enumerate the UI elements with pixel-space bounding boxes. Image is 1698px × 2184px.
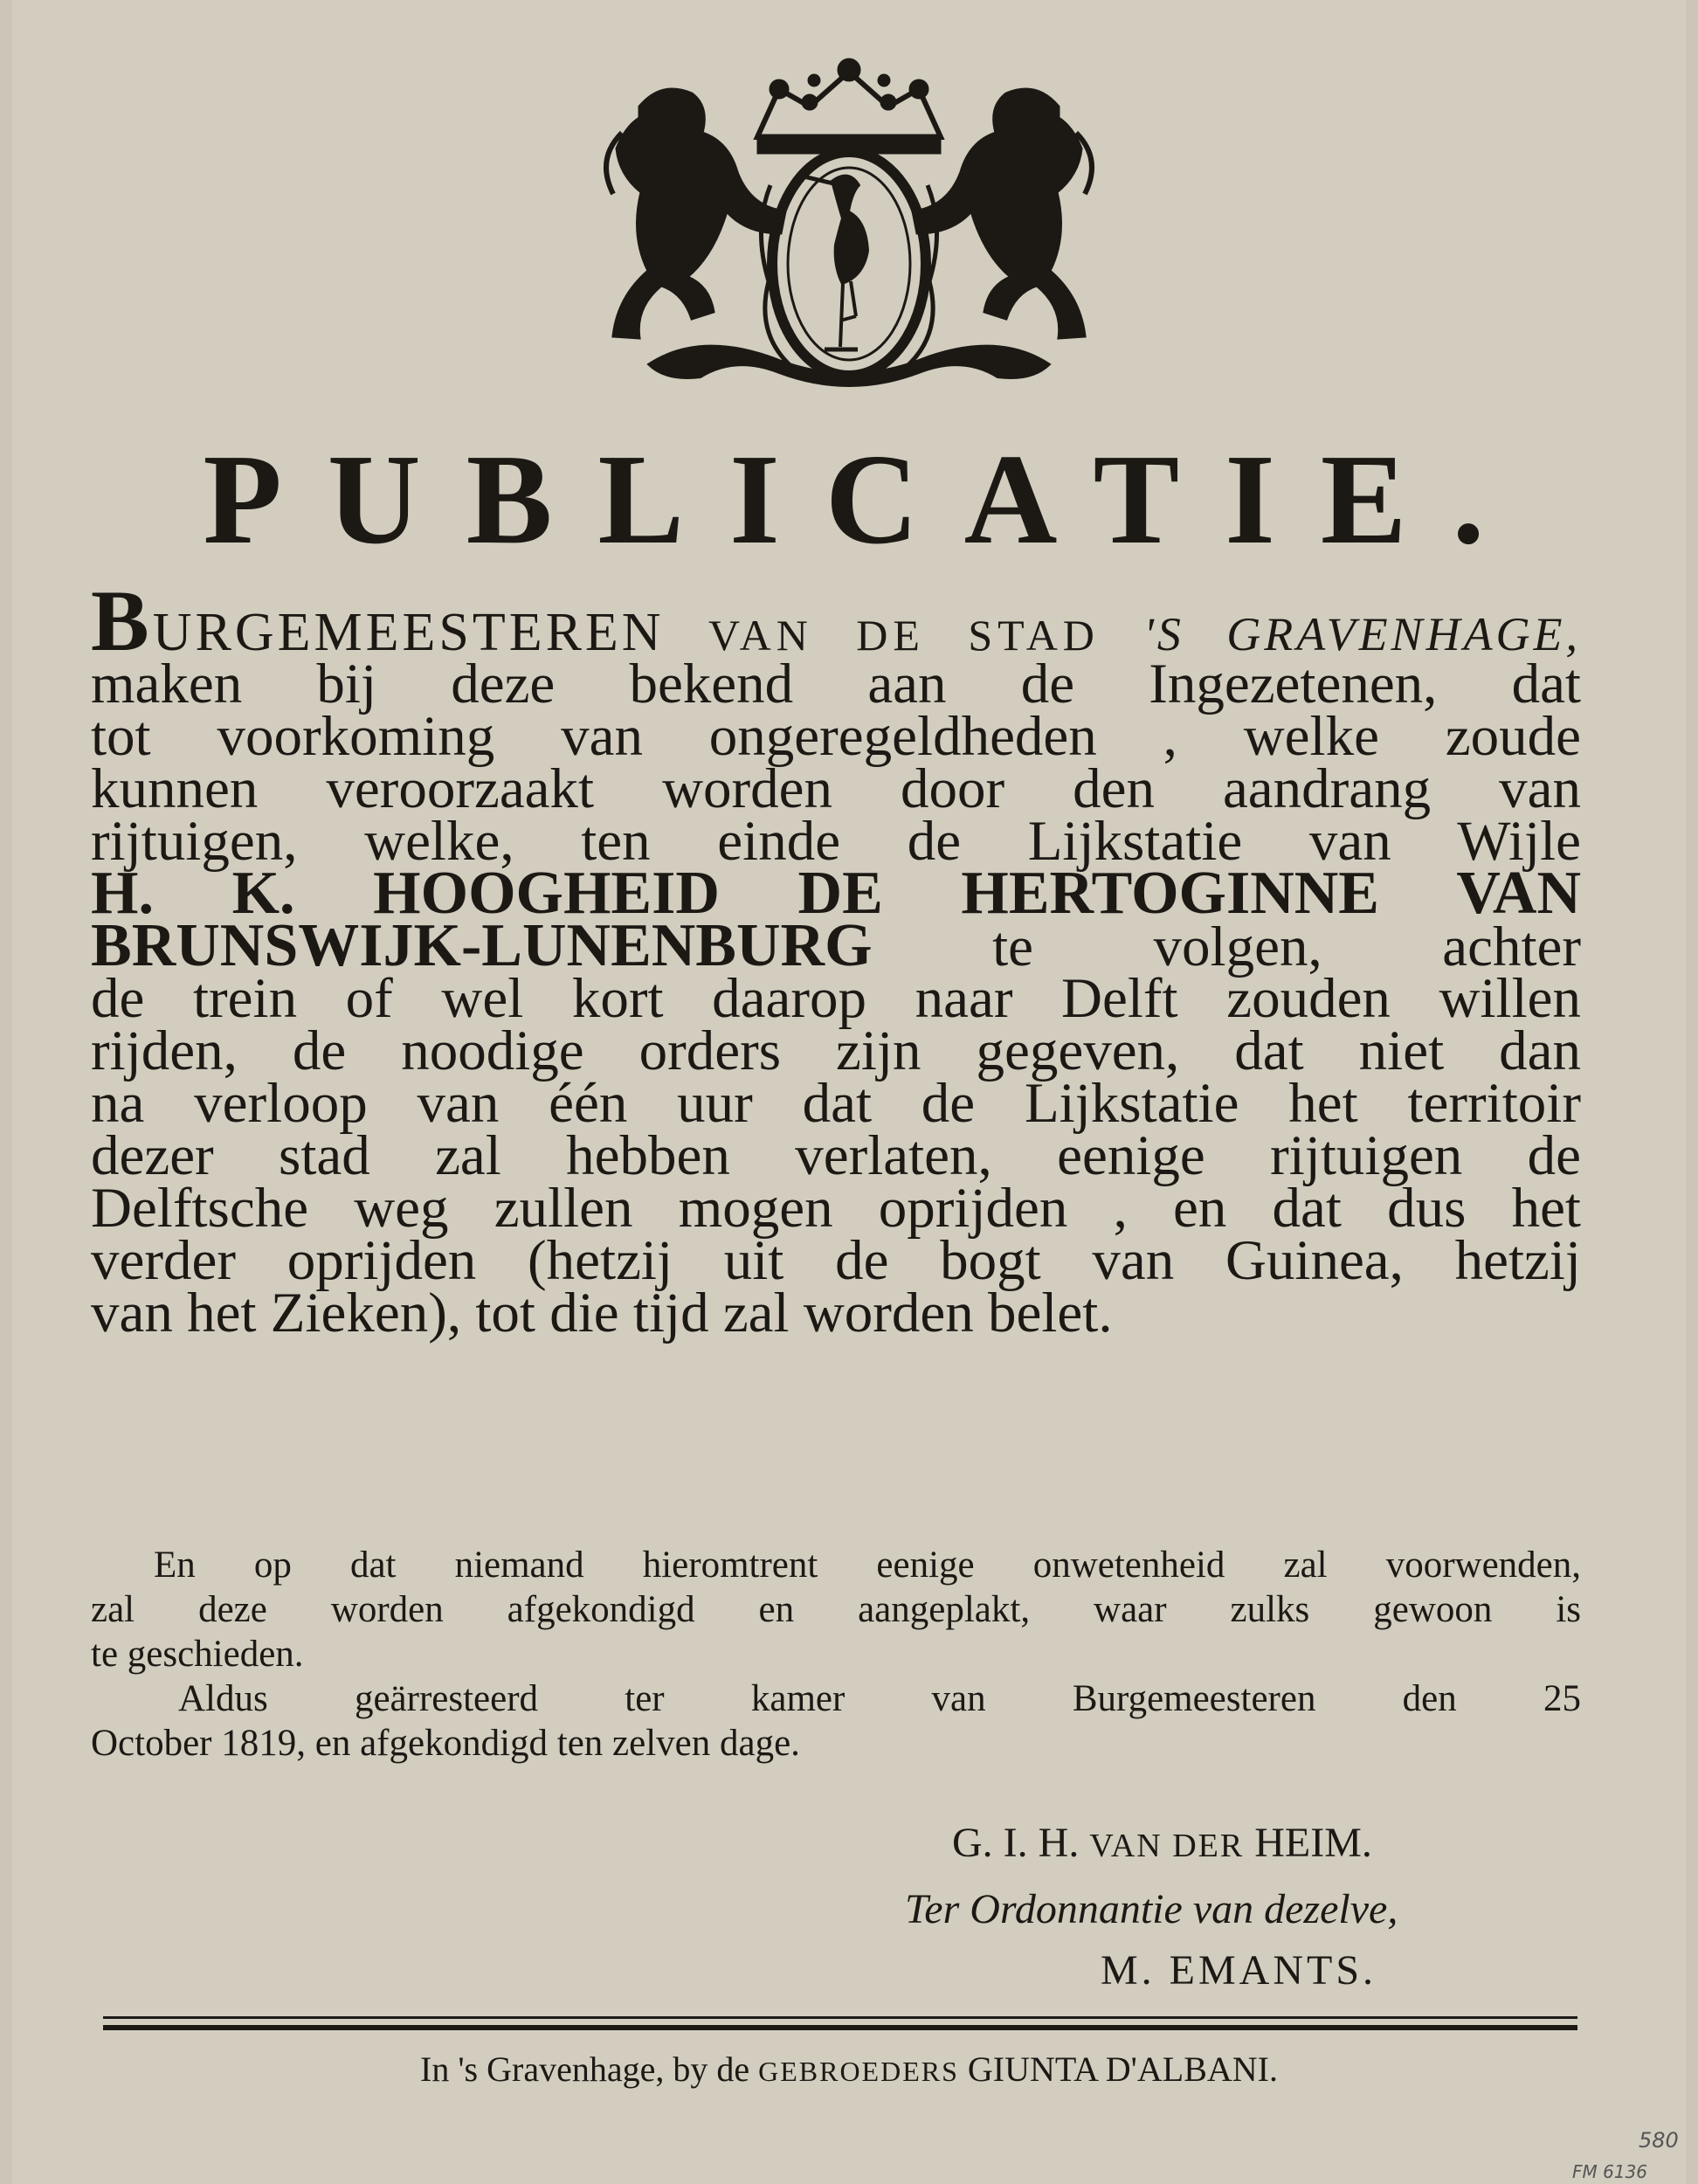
signature-heim [952,1819,1372,1867]
text-line: zal deze worden afgekondigd en aangeplakt, waar zulks gewoon is [91,1589,1581,1630]
opening-line [91,572,1582,669]
second-paragraph [91,1545,1581,1767]
text-line [91,912,1582,979]
imprint-small-caps: GEBROEDERS [758,2056,959,2087]
text-line: rijden, de noodige orders zijn gegeven, dat niet dan [91,1019,1581,1082]
ordonnantie-line: Ter Ordonnantie van dezelve, [905,1886,1398,1932]
bold-text-line: H. K. HOOGHEID DE HERTOGINNE VAN [91,860,1581,927]
signature-surname: HEIM. [1254,1820,1372,1866]
imprint-prefix: In 's Gravenhage, by de [420,2049,750,2089]
bold-name: BRUNSWIJK-LUNENBURG [91,912,873,979]
archive-number: 580 [1639,2128,1679,2153]
text-line: te geschieden. [91,1634,304,1675]
divider-thick [103,2025,1577,2030]
drop-cap: B [91,572,153,669]
divider-thin [103,2016,1577,2019]
archive-reference: FM 6136 [1572,2161,1648,2182]
main-paragraph [91,572,1582,1344]
text-line: kunnen veroorzaakt worden door den aandrang van [91,757,1581,820]
text-line: tot voorkoming van ongeregeldheden , welke zoude [91,705,1581,768]
text-line: Aldus geärresteerd ter kamer van Burgemeesteren den 25 [178,1678,1581,1719]
text-line: dezer stad zal hebben verlaten, eenige rijtuigen de [91,1124,1581,1187]
opening-small-caps: VAN DE STAD [708,611,1100,660]
page-title: PUBLICATIE. [203,428,1530,571]
coat-of-arms-icon [596,54,1102,390]
imprint-name: GIUNTA D'ALBANI. [967,2049,1278,2089]
text-line: October 1819, en afgekondigd ten zelven dage. [91,1723,800,1764]
text-line: rijtuigen, welke, ten einde de Lijkstatie van Wijle [91,810,1581,873]
printer-imprint [0,2049,1698,2090]
signature-small-caps: VAN DER [1089,1828,1245,1864]
text-line: maken bij deze bekend aan de Ingezetenen, dat [91,653,1581,715]
text-fragment: te volgen, achter [992,916,1582,978]
city-name: 'S GRAVENHAGE, [1143,608,1582,660]
text-line: verder oprijden (hetzij uit de bogt van Guinea, hetzij [91,1229,1581,1292]
text-line: na verloop van één uur dat de Lijkstatie het territoir [91,1072,1581,1135]
text-line: de trein of wel kort daarop naar Delft zouden willen [91,967,1581,1030]
signature-emants: M. EMANTS. [1101,1947,1377,1994]
text-line: van het Zieken), tot die tijd zal worden belet. [91,1282,1113,1344]
opening-word: URGEMEESTEREN [152,603,665,662]
text-line: Delftsche weg zullen mogen oprijden , en dat dus het [91,1177,1581,1240]
signature-initials: G. I. H. [952,1820,1080,1866]
text-line: En op dat niemand hieromtrent eenige onwetenheid zal voorwenden, [154,1545,1581,1586]
